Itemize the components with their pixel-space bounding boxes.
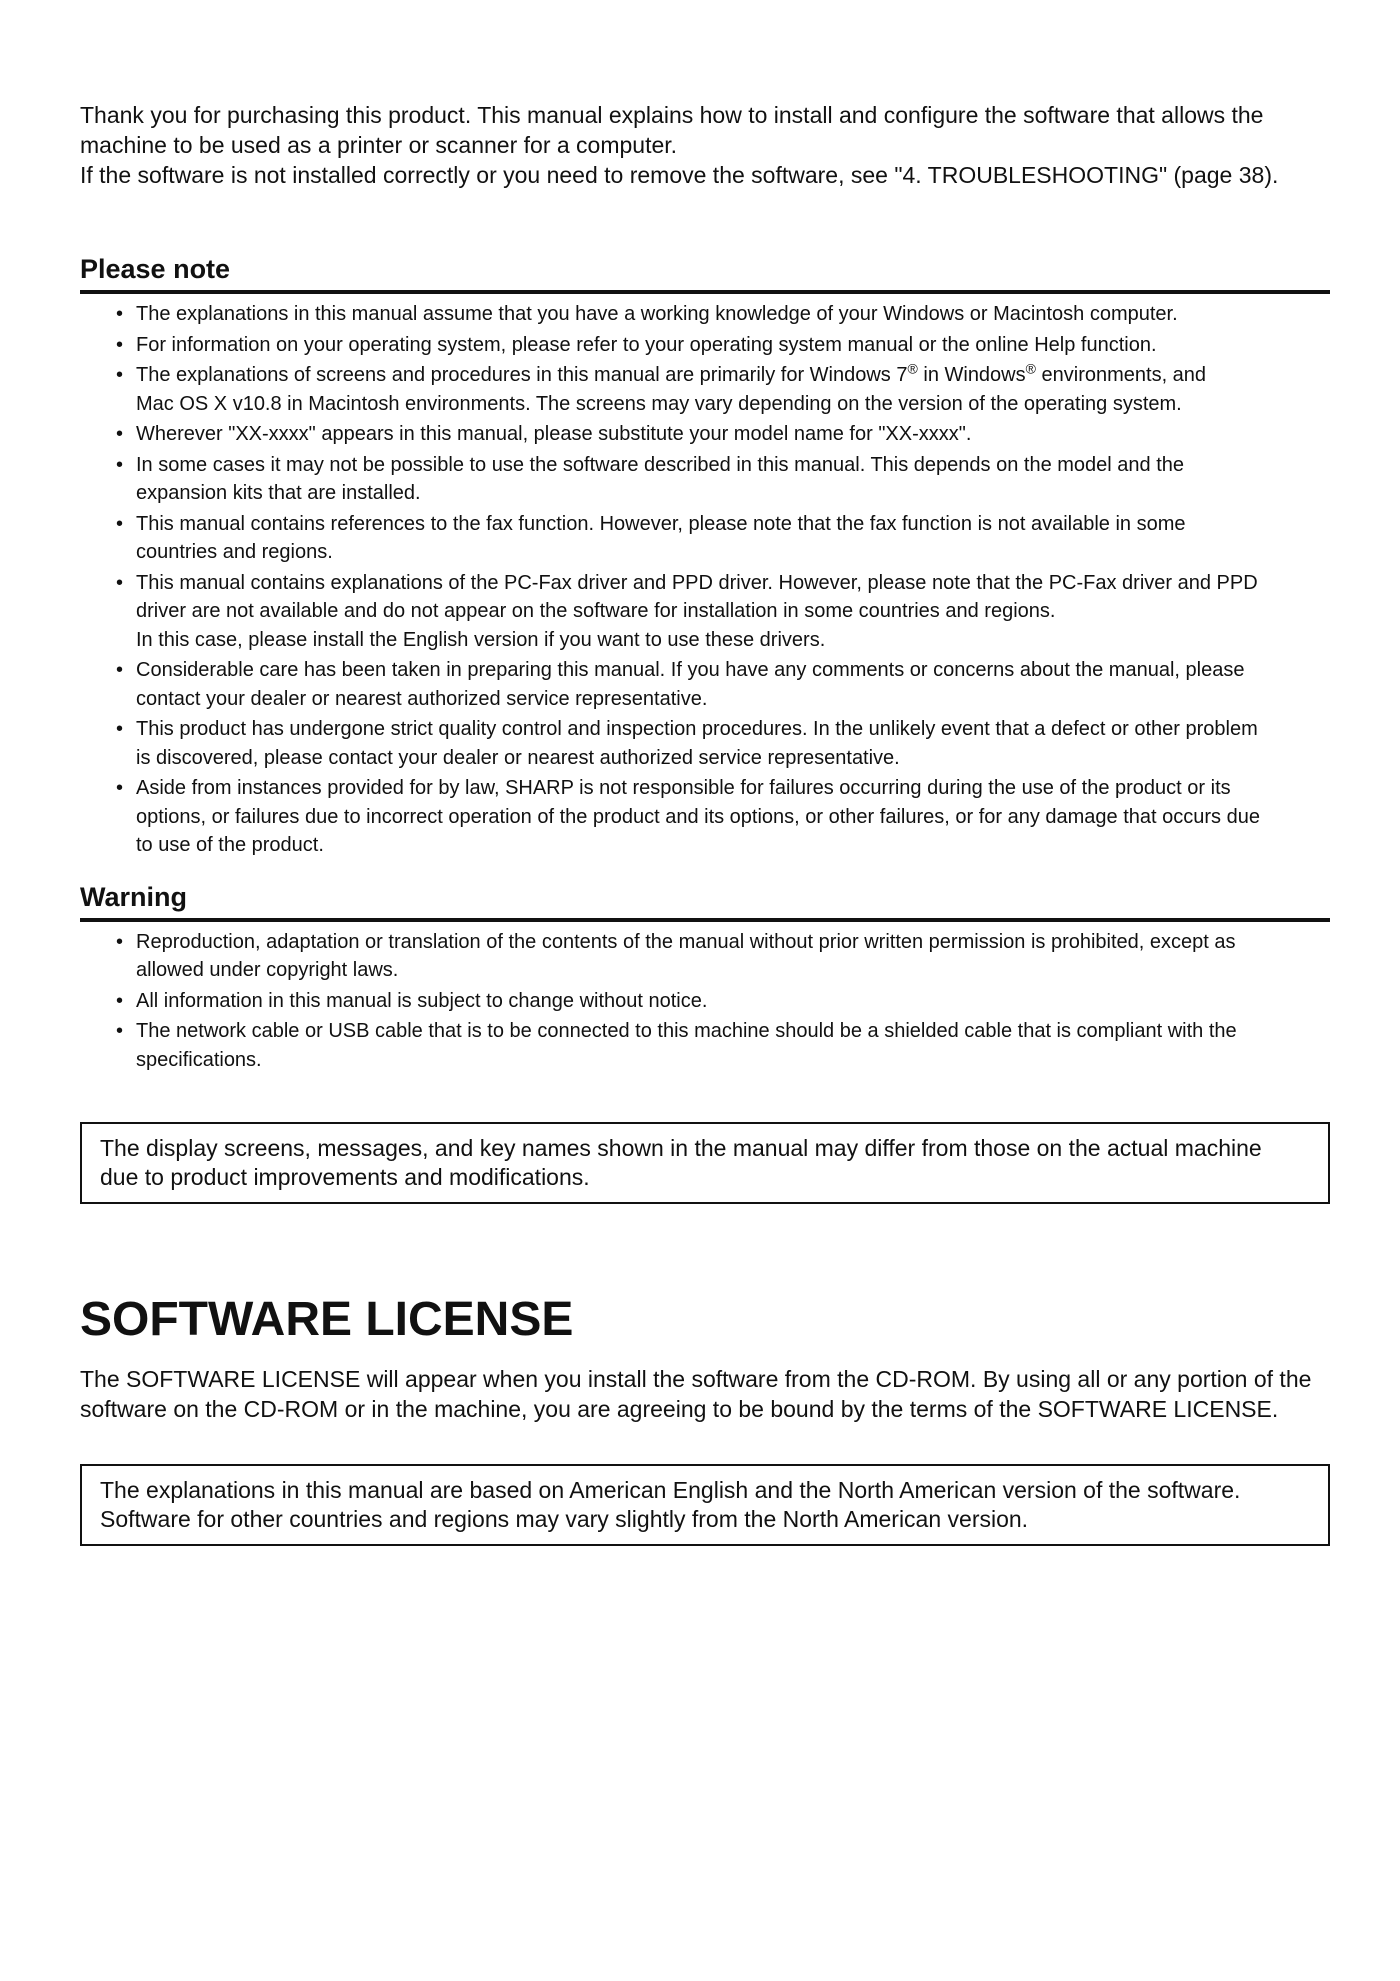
- list-item-text: All information in this manual is subject to change without notice.: [136, 989, 708, 1012]
- software-license-title: SOFTWARE LICENSE: [80, 1293, 574, 1346]
- list-item: [116, 569, 1330, 655]
- bullet-icon: •: [116, 989, 124, 1012]
- bullet-icon: •: [116, 303, 124, 325]
- list-item-text: expansion kits that are installed.: [136, 482, 421, 504]
- list-item: [116, 1017, 1330, 1074]
- list-item-text: In some cases it may not be possible to use the software described in this manual. This depends on the model and the: [136, 453, 1185, 476]
- list-item: [116, 774, 1330, 860]
- license-line: The SOFTWARE LICENSE will appear when you install the software from the CD-ROM. By using all or any portion of the: [80, 1366, 1312, 1392]
- intro-line: Thank you for purchasing this product. This manual explains how to install and configure the software that allows the: [80, 102, 1264, 128]
- warning-heading: Warning: [80, 880, 1330, 922]
- list-item-text: The network cable or USB cable that is to be connected to this machine should be a shielded cable that is compliant with the: [136, 1020, 1237, 1042]
- manual-page: [80, 100, 1330, 1546]
- list-item: [116, 656, 1330, 713]
- list-item-text: The explanations in this manual assume that you have a working knowledge of your Windows or Macintosh computer.: [136, 303, 1178, 325]
- list-item: [116, 331, 1330, 360]
- intro-line: If the software is not installed correctly or you need to remove the software, see "4. TROUBLESHOOTING" (page 38).: [80, 162, 1279, 188]
- registered-mark: ®: [907, 360, 918, 377]
- intro-line: machine to be used as a printer or scanner for a computer.: [80, 132, 678, 158]
- list-item: [116, 360, 1330, 418]
- bullet-icon: •: [116, 453, 124, 476]
- bullet-icon: •: [116, 571, 124, 594]
- list-item-text: to use of the product.: [136, 834, 324, 856]
- bullet-icon: •: [116, 333, 124, 356]
- warning-list: [80, 928, 1330, 1075]
- please-note-heading: Please note: [80, 252, 1330, 294]
- list-item-text: driver are not available and do not appear on the software for installation in some countries and regions.: [136, 600, 1056, 622]
- please-note-section: [80, 252, 1330, 860]
- notice-line: Software for other countries and regions may vary slightly from the North American version.: [100, 1506, 1029, 1532]
- list-item-text: Aside from instances provided for by law, SHARP is not responsible for failures occurring during the use of the product or its: [136, 777, 1231, 799]
- list-item-text: This manual contains explanations of the PC-Fax driver and PPD driver. However, please note that the PC-Fax driver and PPD: [136, 571, 1258, 594]
- list-item-text: Mac OS X v10.8 in Macintosh environments. The screens may vary depending on the version of the operating system.: [136, 392, 1182, 415]
- warning-section: [80, 880, 1330, 1075]
- bullet-icon: •: [116, 718, 124, 740]
- list-item-text: is discovered, please contact your dealer or nearest authorized service representative.: [136, 746, 900, 769]
- license-line: software on the CD-ROM or in the machine, you are agreeing to be bound by the terms of the SOFTWARE LICENSE.: [80, 1396, 1279, 1422]
- list-item: [116, 987, 1330, 1016]
- bullet-icon: •: [116, 364, 124, 386]
- software-license-paragraph: [80, 1364, 1330, 1424]
- list-item-text: This manual contains references to the fax function. However, please note that the fax function is not available in some: [136, 512, 1186, 535]
- intro-paragraph: [80, 100, 1330, 190]
- list-item-text: Wherever "XX-xxxx" appears in this manual, please substitute your model name for "XX-xxxx".: [136, 423, 972, 445]
- english-notice-box: [80, 1464, 1330, 1546]
- display-notice-box: [80, 1122, 1330, 1204]
- registered-mark: ®: [1025, 360, 1036, 377]
- bullet-icon: •: [116, 423, 124, 445]
- list-item-text: For information on your operating system, please refer to your operating system manual or the online Help function.: [136, 333, 1157, 356]
- bullet-icon: •: [116, 659, 124, 681]
- list-item: [116, 420, 1330, 449]
- text-segment: The explanations of screens and procedures in this manual are primarily for Windows 7: [136, 364, 908, 386]
- bullet-icon: •: [116, 512, 124, 535]
- text-segment: in Windows: [917, 364, 1026, 386]
- bullet-icon: •: [116, 777, 124, 799]
- bullet-icon: •: [116, 1020, 124, 1042]
- list-item-text: In this case, please install the English version if you want to use these drivers.: [136, 628, 826, 651]
- list-item: [116, 300, 1330, 329]
- list-item-text: specifications.: [136, 1048, 262, 1071]
- list-item: [116, 510, 1330, 567]
- please-note-list: [80, 300, 1330, 860]
- list-item-text: Considerable care has been taken in preparing this manual. If you have any comments or concerns about the manual, please: [136, 659, 1245, 681]
- list-item: [116, 928, 1330, 985]
- notice-line: The explanations in this manual are based on American English and the North American version of the software.: [100, 1477, 1241, 1503]
- list-item-text: This product has undergone strict quality control and inspection procedures. In the unlikely event that a defect or other problem: [136, 718, 1258, 740]
- notice-line: due to product improvements and modifications.: [100, 1164, 590, 1190]
- list-item-text: Reproduction, adaptation or translation of the contents of the manual without prior written permission is prohibited, except as: [136, 930, 1236, 953]
- list-item-text: contact your dealer or nearest authorized service representative.: [136, 687, 708, 710]
- text-segment: environments, and: [1035, 364, 1207, 386]
- bullet-icon: •: [116, 930, 124, 953]
- list-item-text: countries and regions.: [136, 541, 333, 563]
- list-item-text: [136, 361, 1330, 390]
- list-item-text: allowed under copyright laws.: [136, 959, 399, 981]
- list-item-text: options, or failures due to incorrect operation of the product and its options, or other failures, or for any damage that occurs due: [136, 805, 1260, 828]
- list-item: [116, 715, 1330, 772]
- notice-line: The display screens, messages, and key names shown in the manual may differ from those on the actual machine: [100, 1135, 1262, 1161]
- list-item: [116, 451, 1330, 508]
